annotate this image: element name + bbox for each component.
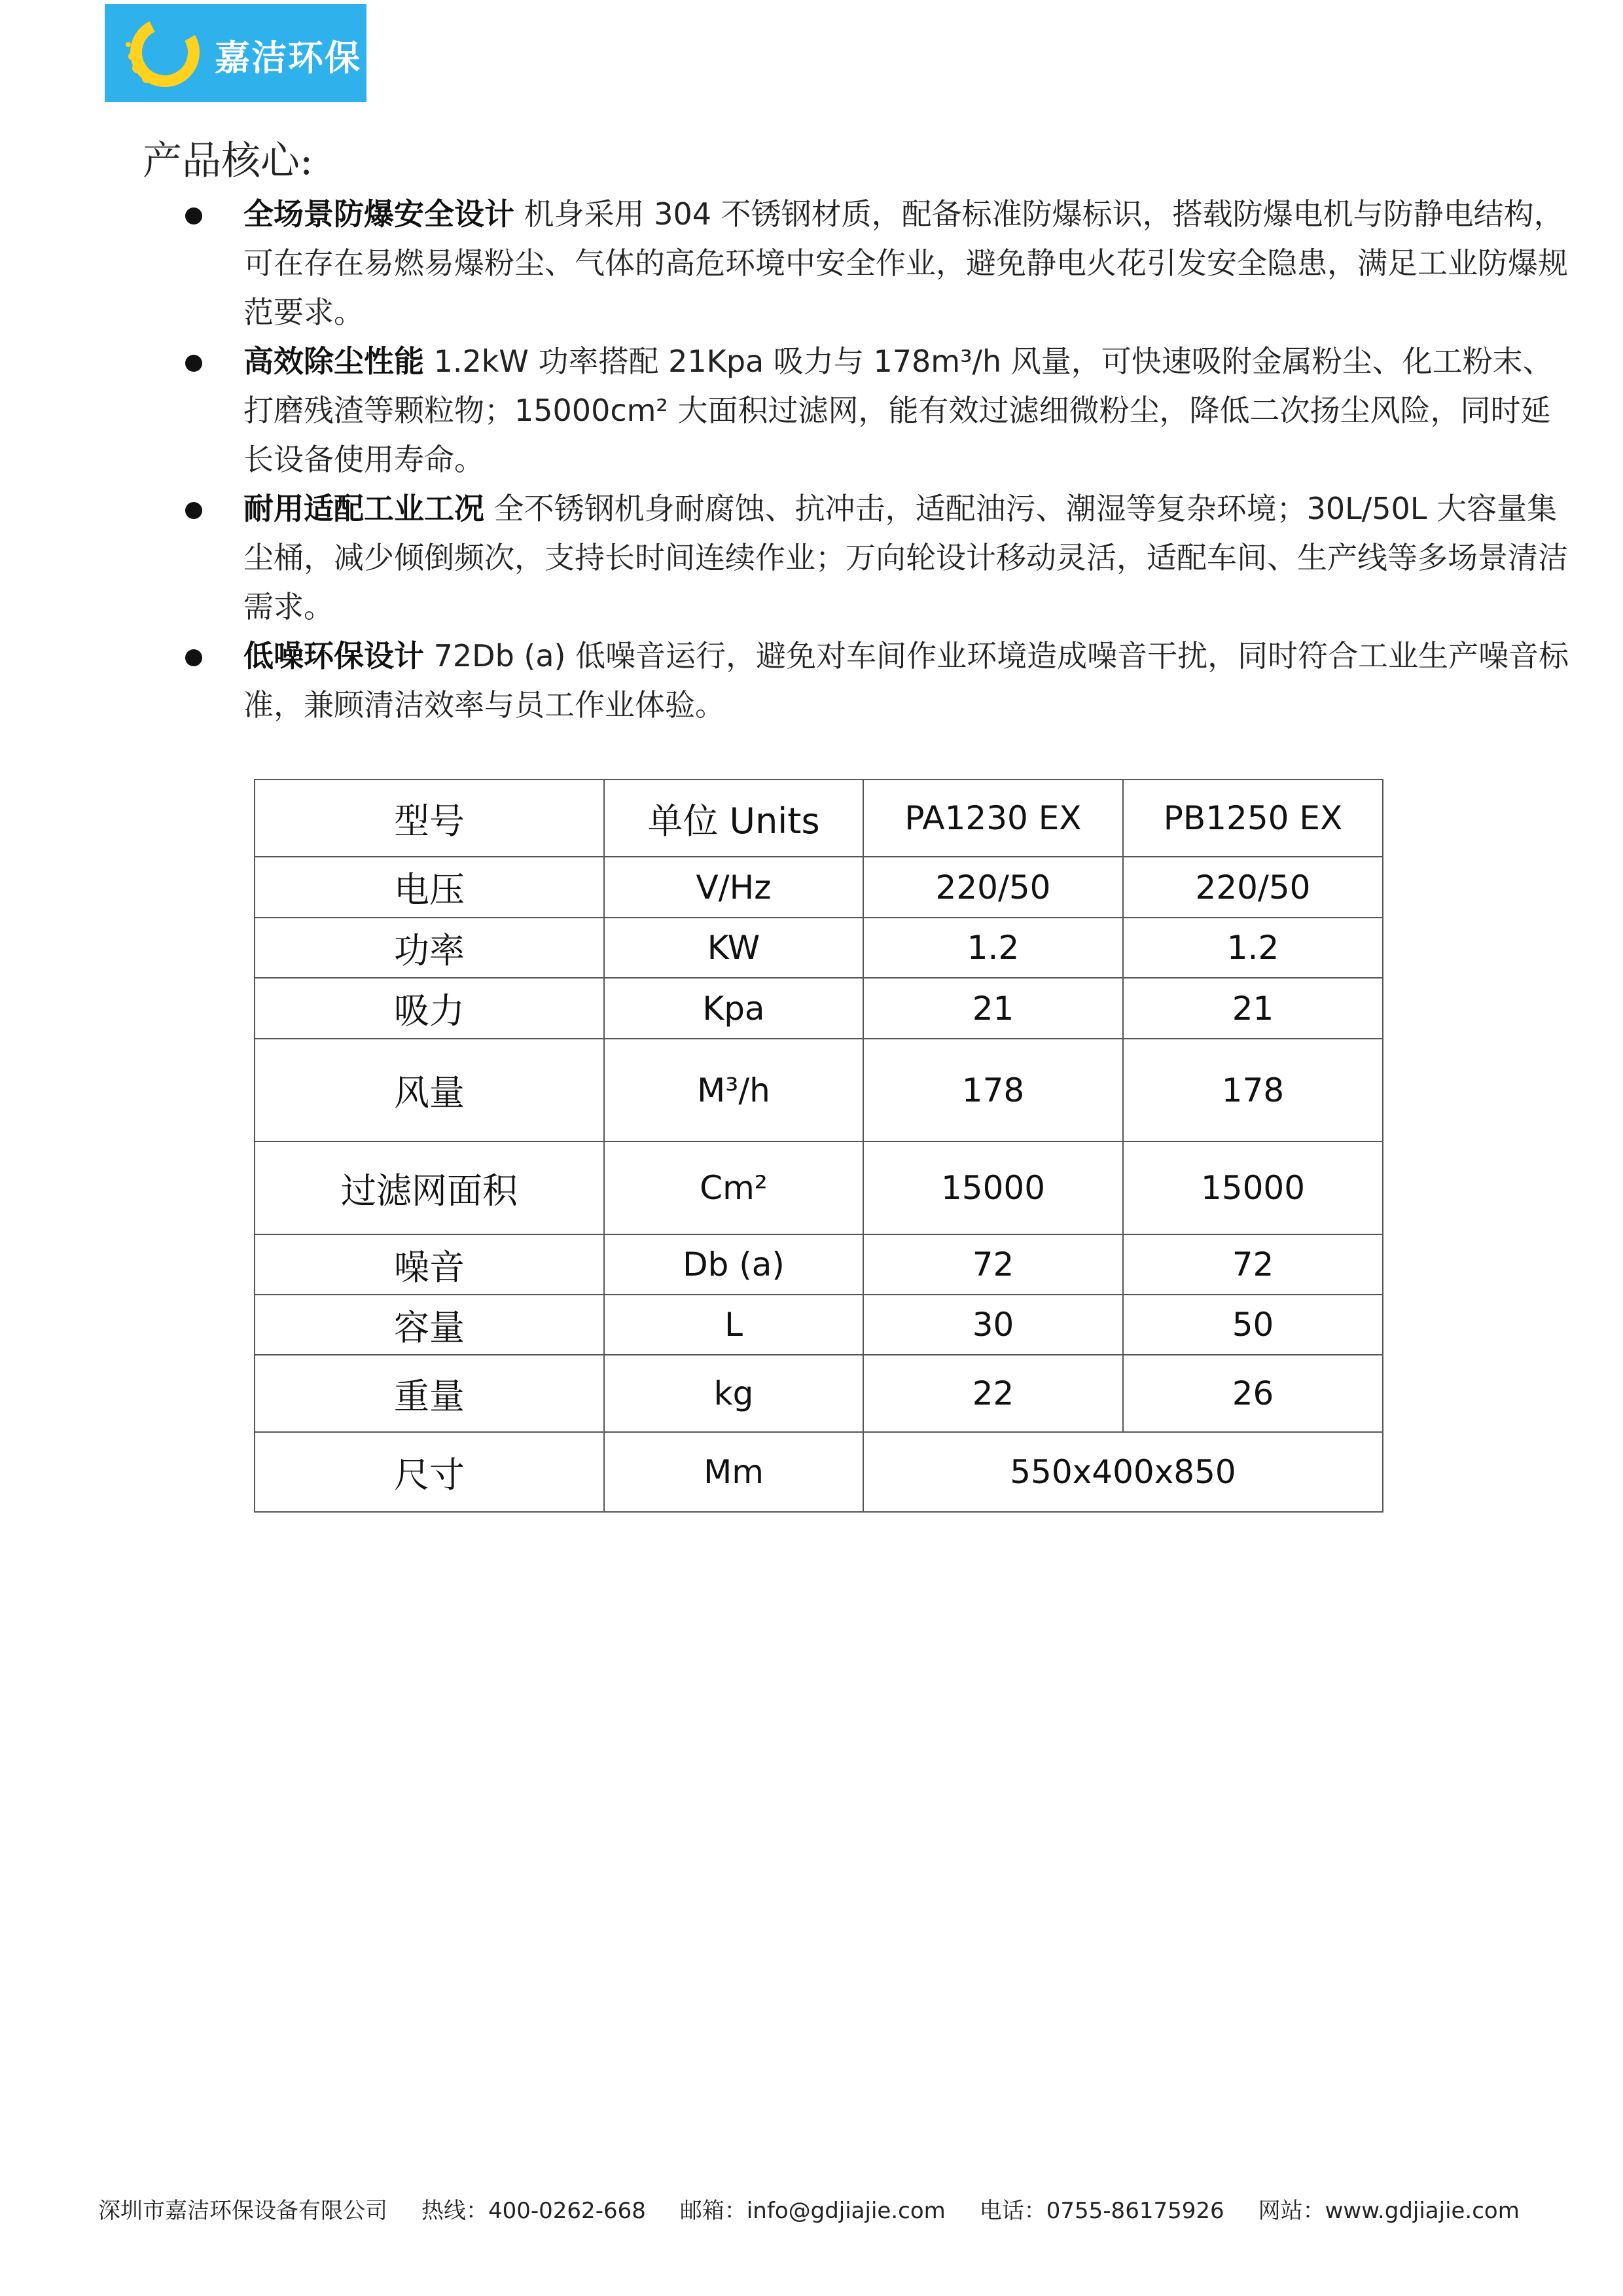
footer-company: 深圳市嘉洁环保设备有限公司: [98, 2198, 387, 2224]
row-label: 过滤网面积: [255, 1141, 604, 1234]
feature-text: [243, 484, 1572, 632]
row-value-a: 72: [863, 1234, 1123, 1295]
logo-mark-icon: [118, 10, 203, 96]
bullet-icon: [185, 355, 202, 372]
row-label: 风量: [255, 1039, 604, 1141]
bullet-icon: [185, 649, 202, 666]
row-unit: kg: [604, 1355, 863, 1432]
footer-phone: 电话：0755-86175926: [979, 2198, 1224, 2224]
row-unit: Db (a): [604, 1234, 863, 1295]
row-value-a: 178: [863, 1039, 1123, 1141]
row-value-b: 26: [1123, 1355, 1383, 1432]
feature-title: 低噪环保设计: [243, 638, 424, 673]
feature-text: [243, 632, 1572, 730]
feature-title: 全场景防爆安全设计: [243, 196, 514, 232]
feature-title: 耐用适配工业工况: [243, 491, 484, 526]
table-row: [255, 857, 1383, 918]
table-row: [255, 1141, 1383, 1234]
row-label: 容量: [255, 1295, 604, 1355]
feature-body: 机身采用 304 不锈钢材质，配备标准防爆标识，搭载防爆电机与防静电结构，可在存在易燃易爆粉尘、气体的高危环境中安全作业，避免静电火花引发安全隐患，满足工业防爆规范要求。: [243, 196, 1568, 330]
company-logo: [105, 4, 366, 102]
page-footer: [98, 2193, 1554, 2225]
table-row: [255, 978, 1383, 1039]
row-unit: Mm: [604, 1432, 863, 1512]
table-row: [255, 1355, 1383, 1432]
feature-body: 72Db (a) 低噪音运行，避免对车间作业环境造成噪音干扰，同时符合工业生产噪音标准，兼顾清洁效率与员工作业体验。: [243, 638, 1569, 723]
table-row: [255, 1295, 1383, 1355]
row-value-merged: 550x400x850: [863, 1432, 1383, 1512]
row-value-a: 21: [863, 978, 1123, 1039]
row-label: 噪音: [255, 1234, 604, 1295]
row-value-b: 21: [1123, 978, 1383, 1039]
row-value-b: 50: [1123, 1295, 1383, 1355]
logo-text: 嘉洁环保: [215, 37, 361, 79]
feature-item: [0, 337, 1623, 484]
spec-table: [254, 779, 1383, 1513]
row-unit: V/Hz: [604, 857, 863, 918]
row-value-a: 220/50: [863, 857, 1123, 918]
header-cell: PB1250 EX: [1123, 780, 1383, 857]
row-unit: M³/h: [604, 1039, 863, 1141]
row-label: 电压: [255, 857, 604, 918]
feature-item: [0, 484, 1623, 632]
feature-item: [0, 190, 1623, 337]
section-title: 产品核心:: [143, 138, 313, 184]
footer-hotline: 热线：400-0262-668: [421, 2198, 646, 2224]
row-unit: KW: [604, 918, 863, 978]
table-header-row: [255, 780, 1383, 857]
bullet-icon: [185, 502, 202, 519]
feature-title: 高效除尘性能: [243, 344, 424, 379]
row-unit: Cm²: [604, 1141, 863, 1234]
footer-website: 网站：www.gdjiajie.com: [1258, 2198, 1520, 2224]
table-row: [255, 1432, 1383, 1512]
row-unit: L: [604, 1295, 863, 1355]
header-cell: 单位 Units: [604, 780, 863, 857]
row-label: 功率: [255, 918, 604, 978]
row-label: 重量: [255, 1355, 604, 1432]
row-label: 尺寸: [255, 1432, 604, 1512]
table-row: [255, 1234, 1383, 1295]
row-unit: Kpa: [604, 978, 863, 1039]
row-value-a: 1.2: [863, 918, 1123, 978]
feature-item: [0, 632, 1623, 730]
row-value-a: 15000: [863, 1141, 1123, 1234]
feature-text: [243, 337, 1572, 484]
bullet-icon: [185, 207, 202, 224]
feature-text: [243, 190, 1572, 337]
feature-body: 全不锈钢机身耐腐蚀、抗冲击，适配油污、潮湿等复杂环境；30L/50L 大容量集尘桶，减少倾倒频次，支持长时间连续作业；万向轮设计移动灵活，适配车间、生产线等多场景清洁需求。: [243, 491, 1568, 624]
feature-body: 1.2kW 功率搭配 21Kpa 吸力与 178m³/h 风量，可快速吸附金属粉尘、化工粉末、打磨残渣等颗粒物；15000cm² 大面积过滤网，能有效过滤细微粉尘，降低二次扬尘风险，同时延长设备使用寿命。: [243, 344, 1553, 477]
row-value-b: 178: [1123, 1039, 1383, 1141]
row-value-a: 30: [863, 1295, 1123, 1355]
table-row: [255, 918, 1383, 978]
header-cell: PA1230 EX: [863, 780, 1123, 857]
footer-email: 邮箱：info@gdjiajie.com: [679, 2198, 946, 2224]
row-value-b: 72: [1123, 1234, 1383, 1295]
header-cell: 型号: [255, 780, 604, 857]
row-label: 吸力: [255, 978, 604, 1039]
table-row: [255, 1039, 1383, 1141]
row-value-b: 15000: [1123, 1141, 1383, 1234]
row-value-b: 220/50: [1123, 857, 1383, 918]
feature-list: [0, 190, 1623, 730]
row-value-b: 1.2: [1123, 918, 1383, 978]
row-value-a: 22: [863, 1355, 1123, 1432]
